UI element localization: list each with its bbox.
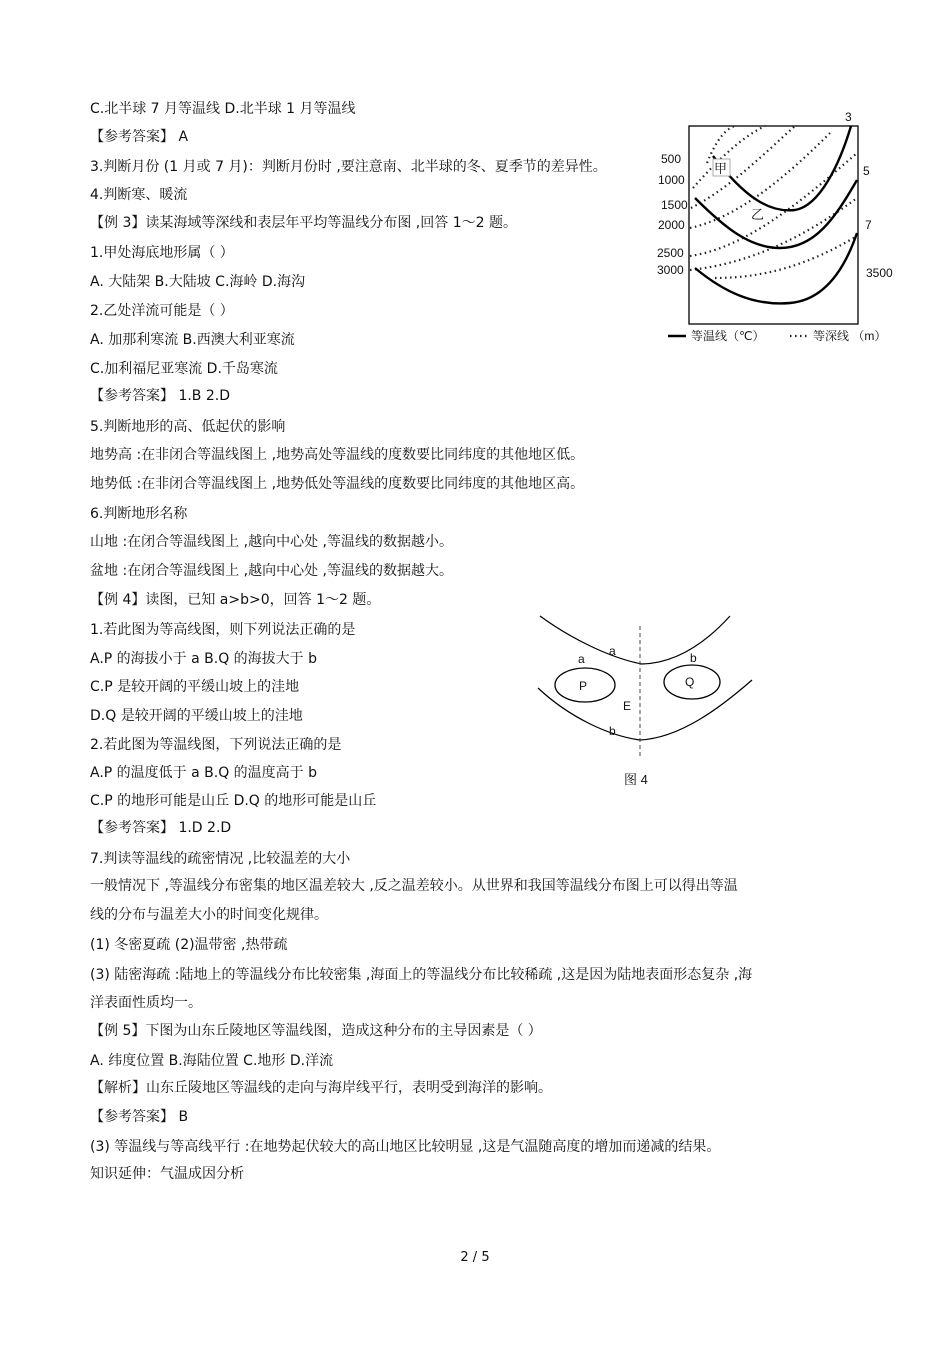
text-line: C.北半球 7 月等温线 D.北半球 1 月等温线 xyxy=(90,101,356,117)
legend-isotherm-label: 等温线（℃） xyxy=(691,329,765,343)
text-line: 4.判断寒、暖流 xyxy=(90,187,188,203)
curve-b xyxy=(538,680,752,740)
text-line: 【参考答案】 1.B 2.D xyxy=(90,388,230,404)
text-line: (1) 冬密夏疏 (2)温带密 ,热带疏 xyxy=(90,937,288,953)
text-line: 【参考答案】 A xyxy=(90,129,189,145)
text-line: 【参考答案】 1.D 2.D xyxy=(90,820,232,836)
depth-label: 500 xyxy=(661,152,682,166)
label-a-curve: a xyxy=(609,644,616,658)
text-line: 2.乙处洋流可能是（ ） xyxy=(90,303,234,319)
label-e: E xyxy=(623,699,632,713)
text-line: 6.判断地形名称 xyxy=(90,506,188,522)
text-line: 一般情况下 ,等温线分布密集的地区温差较大 ,反之温差较小。从世界和我国等温线分布图上可以得出等温 xyxy=(90,878,738,894)
label-a-left: a xyxy=(578,652,585,666)
text-line: 1.若此图为等高线图，则下列说法正确的是 xyxy=(90,622,356,638)
figure-caption: 图 4 xyxy=(624,772,648,787)
text-line: A.P 的海拔小于 a B.Q 的海拔大于 b xyxy=(90,651,318,667)
text-line: 山地 :在闭合等温线图上 ,越向中心处 ,等温线的数据越小。 xyxy=(90,534,453,550)
text-line: 7.判读等温线的疏密情况 ,比较温差的大小 xyxy=(90,851,351,867)
label-p: P xyxy=(579,679,588,693)
text-line: C.P 的地形可能是山丘 D.Q 的地形可能是山丘 xyxy=(90,793,377,809)
text-line: 2.若此图为等温线图，下列说法正确的是 xyxy=(90,737,342,753)
text-line: 【参考答案】 B xyxy=(90,1109,189,1125)
text-line: A. 加那利寒流 B.西澳大利亚寒流 xyxy=(90,332,295,348)
text-line: 盆地 :在闭合等温线图上 ,越向中心处 ,等温线的数据越大。 xyxy=(90,563,453,579)
contour-figure-4 xyxy=(530,608,760,798)
point-jia-label: 甲 xyxy=(714,161,728,176)
isotherm-isobath-figure xyxy=(655,108,905,348)
text-line: 【例 5】下图为山东丘陵地区等温线图，造成这种分布的主导因素是（ ） xyxy=(90,1023,542,1039)
isotherm-line-7 xyxy=(695,233,857,303)
depth-label: 1500 xyxy=(661,198,688,212)
depth-label: 3500 xyxy=(866,266,893,280)
text-line: 地势低 :在非闭合等温线图上 ,地势低处等温线的度数要比同纬度的其他地区高。 xyxy=(90,476,585,492)
text-line: (3) 等温线与等高线平行 :在地势起伏较大的高山地区比较明显 ,这是气温随高度的增加而递减的结果。 xyxy=(90,1139,721,1155)
text-line: 1.甲处海底地形属（ ） xyxy=(90,245,234,261)
text-line: 【解析】山东丘陵地区等温线的走向与海岸线平行，表明受到海洋的影响。 xyxy=(90,1080,552,1096)
text-line: D.Q 是较开阔的平缓山坡上的洼地 xyxy=(90,708,303,724)
text-line: 线的分布与温差大小的时间变化规律。 xyxy=(90,907,328,923)
text-line: 5.判断地形的高、低起伏的影响 xyxy=(90,419,286,435)
text-line: 地势高 :在非闭合等温线图上 ,地势高处等温线的度数要比同纬度的其他地区低。 xyxy=(90,447,585,463)
depth-label: 2000 xyxy=(658,218,685,232)
temp-label: 3 xyxy=(845,110,852,124)
text-line: 3.判断月份 (1 月或 7 月)：判断月份时 ,要注意南、北半球的冬、夏季节的差异性。 xyxy=(90,159,607,175)
text-line: 【例 4】读图，已知 a>b>0，回答 1～2 题。 xyxy=(90,592,381,608)
temp-label: 5 xyxy=(863,164,870,178)
page-number: 2 / 5 xyxy=(460,1250,490,1265)
text-line: C.加利福尼亚寒流 D.千岛寒流 xyxy=(90,361,278,377)
temp-label: 7 xyxy=(865,218,872,232)
figure-frame xyxy=(689,126,858,324)
text-line: A. 大陆架 B.大陆坡 C.海岭 D.海沟 xyxy=(90,274,306,290)
legend-isobath-label: 等深线 （m） xyxy=(813,329,887,343)
label-b-curve: b xyxy=(609,724,616,738)
depth-label: 1000 xyxy=(658,173,685,187)
isotherm-line-5 xyxy=(695,180,857,248)
label-b-right: b xyxy=(690,651,697,665)
point-yi-label: 乙 xyxy=(751,207,765,222)
depth-label: 2500 xyxy=(657,246,684,260)
isotherm-line-3 xyxy=(713,126,851,210)
label-q: Q xyxy=(685,675,695,689)
text-line: (3) 陆密海疏 :陆地上的等温线分布比较密集 ,海面上的等温线分布比较稀疏 ,这是因为陆地表面形态复杂 ,海 xyxy=(90,967,753,983)
curve-a xyxy=(540,616,730,664)
text-line: A.P 的温度低于 a B.Q 的温度高于 b xyxy=(90,765,318,781)
depth-label: 3000 xyxy=(657,263,684,277)
text-line: 知识延伸：气温成因分析 xyxy=(90,1166,244,1182)
text-line: A. 纬度位置 B.海陆位置 C.地形 D.洋流 xyxy=(90,1053,334,1069)
text-line: 【例 3】读某海域等深线和表层年平均等温线分布图 ,回答 1～2 题。 xyxy=(90,215,517,231)
isobath-line xyxy=(693,126,765,188)
text-line: C.P 是较开阔的平缓山坡上的洼地 xyxy=(90,679,300,695)
text-line: 洋表面性质均一。 xyxy=(90,995,202,1011)
